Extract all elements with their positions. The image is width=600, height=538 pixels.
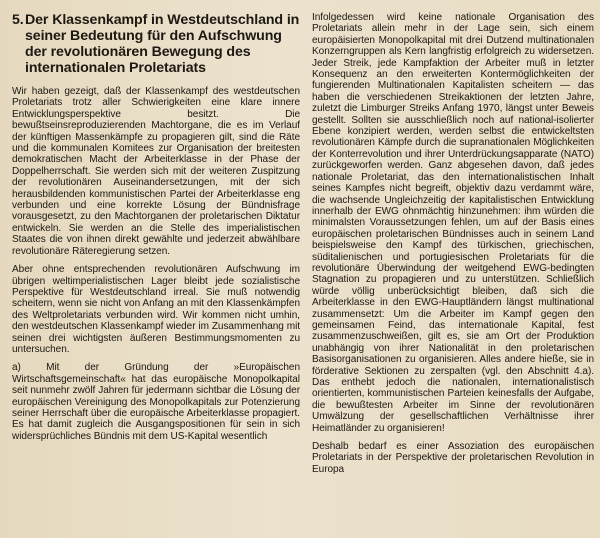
paragraph-3: a) Mit der Gründung der »Europäischen Wirtschaftsgemeinschaft« hat das europäische Monopolkapital seit nunmehr zwölf Jahren für jedermann sichtbar die Lösung der europäischen Vereinigung des Monopolkapitals zur Potenzierung seiner Herrschaft über die europäische Arbeiterklasse propagiert. Es hat damit zugleich die Ausgangspositionen für sein in sich widersprüchliches Bündnis mit dem US-Kapital wesentlich: [12, 362, 300, 442]
section-title: Der Klassenkampf in Westdeutschland in seiner Bedeutung für den Aufschwung der revolutionären Bewegung des internationalen Proletariats: [25, 12, 300, 76]
paragraph-5: Deshalb bedarf es einer Assoziation des europäischen Proletariats in der Perspektive der proletarischen Revolution in Europa: [312, 441, 594, 475]
right-column: [312, 0, 594, 538]
paragraph-4: Infolgedessen wird keine nationale Organisation des Proletariats allein mehr in der Lage sein, sich einem europäisierten Monopolkapital mit drei Dutzend multinationalen Konzerngruppen als Kern langfristig erfolgreich zu widersetzen. Jeder Streik, jede Kampfaktion der Arbeiter muß in letzter Konsequenz an den erweiterten Kontermöglichkeiten der fungierenden Multinationalen Kapitalisten scheitern — das haben die verschiedenen Streikaktionen der letzten Jahre, zuletzt die Limburger Streiks Anfang 1970, längst unter Beweis gestellt. Sollten sie ausschließlich noch auf national-isolierter Ebene konzipiert werden, werden selbst die entwickeltsten revolutionären Kämpfe durch die supranationalen Möglichkeiten der Konterrevolution und ihrer Unterdrückungsapparate (NATO) zurückgeworfen werden. Ganz abgesehen davon, daß jedes nationale Proletariat, das den internationalistischen Inhalt seines Kampfes nicht begreift, objektiv dazu verdammt wäre, die wachsende Ungleichzeitig der kapitalistischen Entwicklung innerhalb der EWG ohnmächtig hinzunehmen: ihm würden die minimalsten Voraussetzungen fehlen, um auf der Basis eines europäischen proletarischen Bündnisses auch in seinem Land beispielsweise den Kampf des türkischen, griechischen, süditalienischen und portugiesischen Proletariats für die revolutionäre Überwindung der weitgehend EWG-bedingten Stagnation zu propagieren und zu unterstützen. Schließlich würde völlig unberücksichtigt bleiben, daß sich die Arbeiterklasse in den EWG-Hauptländern längst multinational zusammensetzt: Um die Arbeiter im Kampf gegen den gemeinsamen Feind, das internationale Kapital, fest zusammenzuschweißen, gilt es, sie am Ort der Produktion unabhängig von ihrer Nationalität in den proletarischen Basisorganisationen zu organisieren. Alles andere hieße, sie in förderative Sektionen zu zerspalten (vgl. den Abschnitt 4.a). Das enthebt jedoch die nationalen, internationalistisch orientierten, kommunistischen Parteien keinesfalls der Aufgabe, die bewußtesten Arbeiter im Sinne der revolutionären Umwälzung der gesellschaftlichen Verhältnisse ihrer Heimatländer zu organisieren!: [312, 12, 594, 434]
paragraph-1: Wir haben gezeigt, daß der Klassenkampf des westdeutschen Proletariats trotz aller Schwierigkeiten eine klare innere Entwicklungsperspektive besitzt. Die bewußtseinsreproduzierenden Machtorgane, die es im Verlauf der künftigen Massenkämpfe zu propagieren gilt, sind die Räte und die kommunalen Komitees zur Organisation der breitesten demokratischen Macht der Arbeiterklasse in der Phase der Doppelherrschaft. Sie werden sich mit der weiteren Zuspitzung der revolutionären Auseinandersetzungen, mit der sich herausbildenden kommunistischen Partei der Arbeiterklasse eng verbunden und eine korrekte Lösung der Bündnisfrage vorausgesetzt, zu den Machtorganen der proletarischen Diktatur entwickeln. Sie werden an die Stelle des imperialistischen Staates die von ihnen direkt gewählte und jederzeit abwählbare revolutionäre Räteregierung setzen.: [12, 86, 300, 257]
left-column: [12, 0, 300, 538]
section-heading: [12, 12, 300, 76]
paragraph-2: Aber ohne entsprechenden revolutionären Aufschwung im übrigen weltimperialistischen Lager bleibt jede sozialistische Perspektive für Westdeutschland irreal. Sie muß notwendig scheitern, wenn sie nicht von Anfang an mit den Klassenkämpfen des Weltproletariats verbunden wird. Wir kommen nicht umhin, den westdeutschen Klassenkampf wieder im Zusammenhang mit seinen drei wichtigsten äußeren Bestimmungsmomenten zu untersuchen.: [12, 264, 300, 355]
section-number: 5.: [12, 12, 24, 28]
